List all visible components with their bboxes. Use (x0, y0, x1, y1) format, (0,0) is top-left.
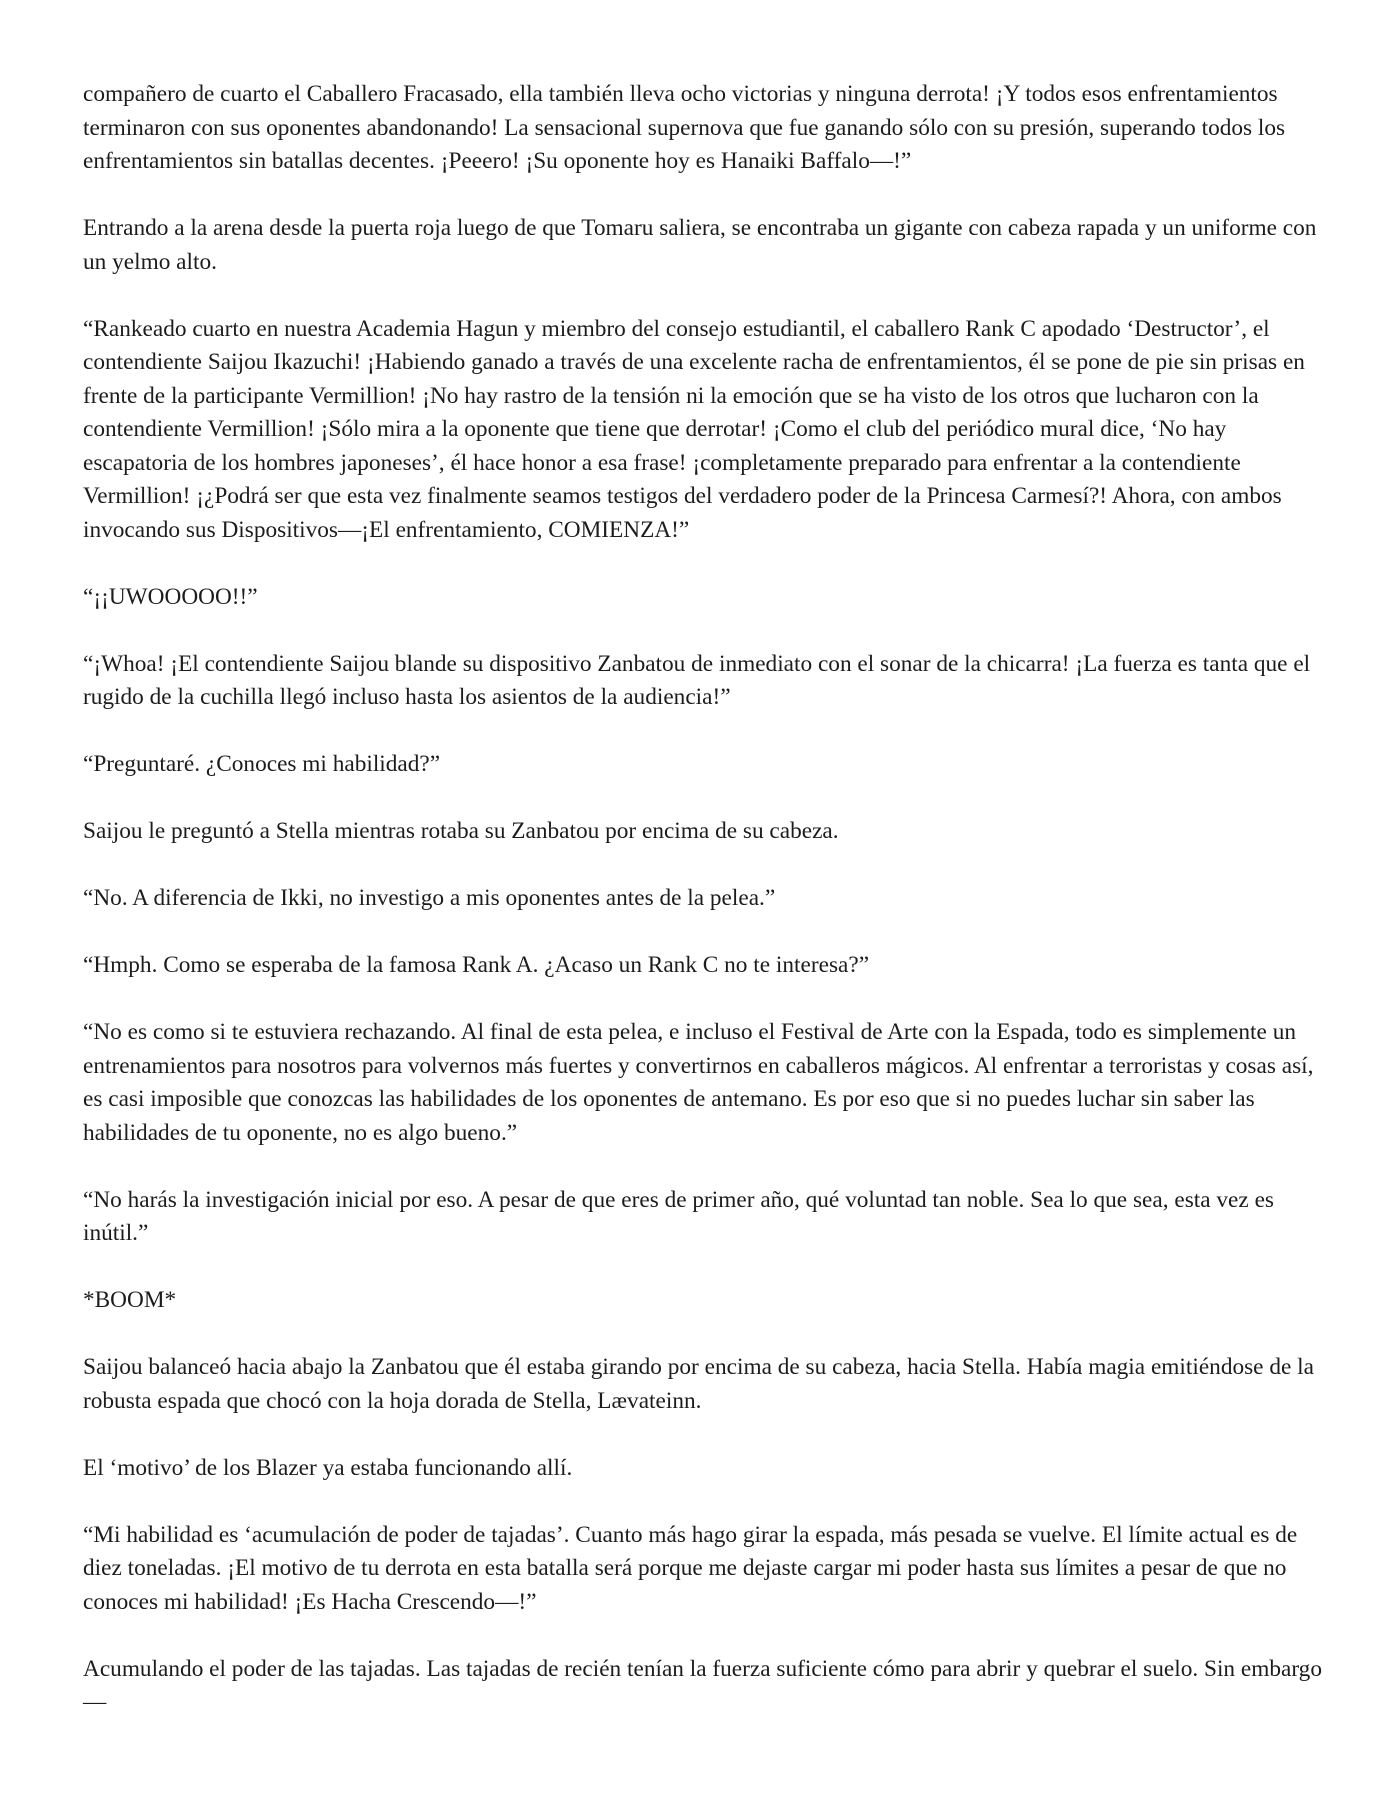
paragraph: compañero de cuarto el Caballero Fracasado, ella también lleva ocho victorias y ninguna derrota! ¡Y todos esos enfrentamientos terminaron con sus oponentes abandonando! La sensacional supernova que fue ganando sólo con su presión, superando todos los enfrentamientos sin batallas decentes. ¡Peeero! ¡Su oponente hoy es Hanaiki Baffalo—!” (83, 81, 1286, 174)
paragraph: “Mi habilidad es ‘acumulación de poder de tajadas’. Cuanto más hago girar la espada, más pesada se vuelve. El límite actual es de diez toneladas. ¡El motivo de tu derrota en esta batalla será porque me dejaste cargar mi poder hasta sus límites a pesar de que no conoces mi habilidad! ¡Es Hacha Crescendo—!” (83, 1521, 1298, 1615)
paragraph: Entrando a la arena desde la puerta roja luego de que Tomaru saliera, se encontraba un gigante con cabeza rapada y un uniforme con un yelmo alto. (83, 215, 1317, 275)
paragraph: “Hmph. Como se esperaba de la famosa Rank A. ¿Acaso un Rank C no te interesa?” (83, 952, 870, 978)
paragraph: Saijou balanceó hacia abajo la Zanbatou que él estaba girando por encima de su cabeza, hacia Stella. Había magia emitiéndose de la robusta espada que chocó con la hoja dorada de Stella, Lævateinn. (83, 1354, 1314, 1414)
paragraph: “¡¡UWOOOOO!!” (83, 583, 258, 610)
paragraph: “¡Whoa! ¡El contendiente Saijou blande su dispositivo Zanbatou de inmediato con el sonar de la chicarra! ¡La fuerza es tanta que el rugido de la cuchilla llegó incluso hasta los asientos de la audiencia!” (83, 650, 1311, 710)
paragraph: Saijou le preguntó a Stella mientras rotaba su Zanbatou por encima de su cabeza. (83, 818, 839, 844)
paragraph: “Preguntaré. ¿Conoces mi habilidad?” (83, 751, 441, 777)
paragraph: “No. A diferencia de Ikki, no investigo a mis oponentes antes de la pelea.” (83, 885, 776, 911)
paragraph: El ‘motivo’ de los Blazer ya estaba funcionando allí. (83, 1454, 573, 1481)
paragraph: “No harás la investigación inicial por eso. A pesar de que eres de primer año, qué voluntad tan noble. Sea lo que sea, esta vez es inútil.” (83, 1186, 1274, 1246)
paragraph: *BOOM* (83, 1287, 177, 1313)
paragraph: Acumulando el poder de las tajadas. Las tajadas de recién tenían la fuerza suficiente cómo para abrir y quebrar el suelo. Sin embargo— (83, 1655, 1322, 1715)
paragraph: “Rankeado cuarto en nuestra Academia Hagun y miembro del consejo estudiantil, el caballero Rank C apodado ‘Destructor’, el contendiente Saijou Ikazuchi! ¡Habiendo ganado a través de una excelente racha de enfrentamientos, él se pone de pie sin prisas en frente de la participante Vermillion! ¡No hay rastro de la tensión ni la emoción que se ha visto de los otros que lucharon con la contendiente Vermillion! ¡Sólo mira a la oponente que tiene que derrotar! ¡Como el club del periódico mural dice, ‘No hay escapatoria de los hombres japoneses’, él hace honor a esa frase! ¡completamente preparado para enfrentar a la contendiente Vermillion! ¡¿Podrá ser que esta vez finalmente seamos testigos del verdadero poder de la Princesa Carmesí?! Ahora, con ambos invocando sus Dispositivos—¡El enfrentamiento, COMIENZA!” (83, 315, 1305, 543)
paragraph: “No es como si te estuviera rechazando. Al final de esta pelea, e incluso el Festival de Arte con la Espada, todo es simplemente un entrenamientos para nosotros para volvernos más fuertes y convertirnos en caballeros mágicos. Al enfrentar a terroristas y cosas así, es casi imposible que conozcas las habilidades de los oponentes de antemano. Es por eso que si no puedes luchar sin saber las habilidades de tu oponente, no es algo bueno.” (83, 1019, 1314, 1146)
document-page (83, 78, 1323, 1753)
